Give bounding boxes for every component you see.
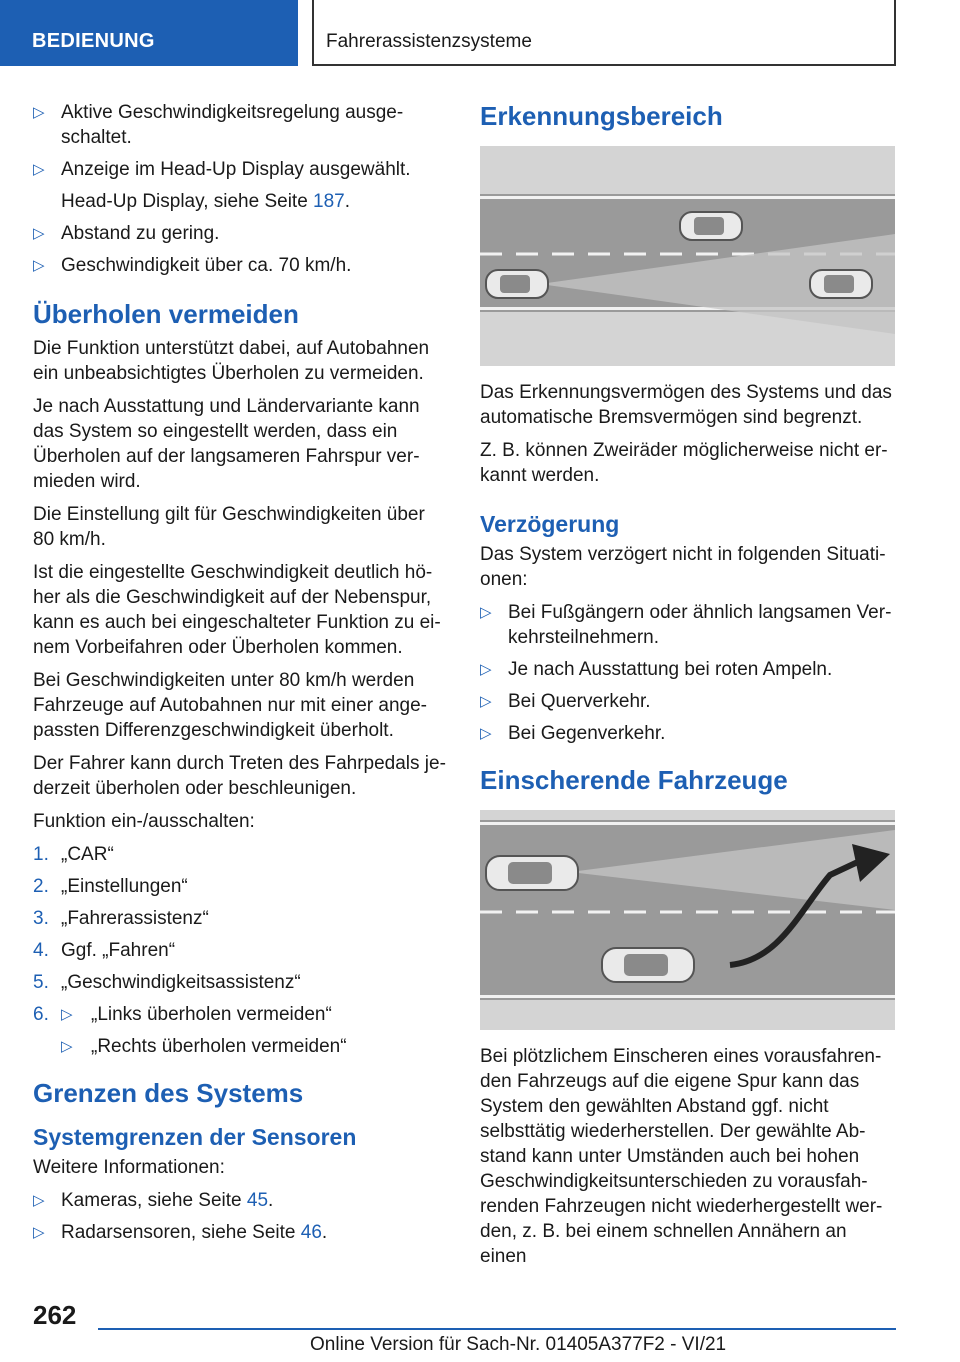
page-link[interactable]: 187: [313, 191, 345, 212]
paragraph: Das System verzögert nicht in folgenden Situati-onen:: [480, 544, 886, 590]
step-number: 5.: [33, 972, 49, 993]
page-link[interactable]: 46: [300, 1222, 322, 1243]
headup-reference: Head-Up Display, siehe Seite 187.: [61, 191, 351, 212]
paragraph: Das Erkennungsvermögen des Systems und das automatische Bremsvermögen sind begrenzt.: [480, 382, 892, 428]
cut-in-figure: [480, 810, 895, 1030]
footer-online-version: Online Version für Sach-Nr. 01405A377F2 - VI/21: [310, 1334, 727, 1355]
list-item: ▷ Anzeige im Head-Up Display ausgewählt.: [33, 159, 411, 180]
header-section-tab: [0, 0, 298, 66]
step-number: 6.: [33, 1004, 49, 1025]
header-chapter-label: Fahrerassistenzsysteme: [326, 31, 532, 52]
car-icon: [602, 948, 694, 982]
step-item: 4. Ggf. „Fahren“: [33, 940, 176, 961]
bullet-triangle-icon: ▷: [33, 257, 45, 274]
bullet-triangle-icon: ▷: [33, 161, 45, 178]
detection-range-illustration: [480, 146, 895, 366]
car-icon: [486, 856, 578, 890]
list-item: ▷ Kameras, siehe Seite 45.: [33, 1190, 274, 1211]
step-item: 3. „Fahrerassistenz“: [33, 908, 209, 929]
left-column: [33, 100, 447, 1252]
paragraph: Funktion ein-/ausschalten:: [33, 811, 255, 832]
paragraph: Ist die eingestellte Geschwindigkeit deutlich hö-her als die Geschwindigkeit auf der Nebenspur, kann es auch bei eingeschalteter Funktion zu ei-nem Vorbeifahren oder Überholen kommen.: [33, 562, 441, 658]
car-icon: [810, 270, 872, 298]
step-number: 3.: [33, 908, 49, 929]
step-item: 6. ▷ „Links überholen vermeiden“: [33, 1004, 332, 1025]
step-number: 2.: [33, 876, 49, 897]
step-item: 2. „Einstellungen“: [33, 876, 188, 897]
section-heading-cutin: Einscherende Fahrzeuge: [480, 765, 788, 795]
paragraph: Bei plötzlichem Einscheren eines vorausfahren-den Fahrzeugs auf die eigene Spur kann das System den gewählten Abstand ggf. nicht selbsttätig wiederherstellen. Der gewählte Ab-stand kann unter Umständen auch bei hohen Geschwindigkeitsunterschieden zu vorausfah-renden Fahrzeugen nicht wiederhergestellt wer-den, z. B. bei einem schnellen Annähern an einen: [480, 1046, 883, 1267]
subheading-deceleration: Verzögerung: [480, 511, 620, 537]
list-item: ▷ Geschwindigkeit über ca. 70 km/h.: [33, 255, 352, 276]
list-item: ▷ Bei Querverkehr.: [480, 691, 651, 712]
header-chapter-box: [312, 0, 896, 66]
subheading-sensors: Systemgrenzen der Sensoren: [33, 1124, 357, 1150]
step-number: 1.: [33, 844, 49, 865]
bullet-triangle-icon: ▷: [33, 1224, 45, 1241]
step-item: 1. „CAR“: [33, 844, 114, 865]
paragraph: Je nach Ausstattung und Ländervariante kann das System so eingestellt werden, dass ein Überholen auf der langsameren Fahrspur ver-mieden wird.: [33, 396, 420, 492]
page-link[interactable]: 45: [246, 1190, 269, 1211]
section-heading-limits: Grenzen des Systems: [33, 1078, 304, 1108]
list-item: ▷ Aktive Geschwindigkeitsregelung ausge-schaltet.: [33, 102, 404, 148]
paragraph: Der Fahrer kann durch Treten des Fahrpedals je-derzeit überholen oder beschleunigen.: [33, 753, 446, 799]
step-item-alt: ▷ „Rechts überholen vermeiden“: [61, 1036, 347, 1057]
footer-divider: [98, 1328, 896, 1330]
list-item: ▷ Abstand zu gering.: [33, 223, 220, 244]
paragraph: Z. B. können Zweiräder möglicherweise nicht er-kannt werden.: [480, 440, 888, 486]
paragraph: Die Einstellung gilt für Geschwindigkeiten über 80 km/h.: [33, 504, 425, 550]
cut-in-illustration: [480, 810, 895, 1030]
list-item: ▷ Bei Gegenverkehr.: [480, 723, 666, 744]
bullet-triangle-icon: ▷: [61, 1038, 73, 1055]
step-number: 4.: [33, 940, 49, 961]
bullet-triangle-icon: ▷: [480, 604, 492, 621]
bullet-triangle-icon: ▷: [480, 693, 492, 710]
bullet-triangle-icon: ▷: [33, 104, 45, 121]
section-heading-overtake: Überholen vermeiden: [33, 299, 299, 329]
page-number: 262: [33, 1300, 77, 1330]
bullet-triangle-icon: ▷: [33, 1192, 45, 1209]
bullet-triangle-icon: ▷: [61, 1006, 73, 1023]
bullet-triangle-icon: ▷: [33, 225, 45, 242]
paragraph: Bei Geschwindigkeiten unter 80 km/h werden Fahrzeuge auf Autobahnen nur mit einer ange-passten Differenzgeschwindigkeit überholt.: [33, 670, 427, 741]
detection-range-figure: [480, 146, 895, 366]
header-section-label: BEDIENUNG: [32, 30, 155, 52]
car-icon: [680, 212, 742, 240]
list-item: ▷ Radarsensoren, siehe Seite 46.: [33, 1222, 328, 1243]
paragraph: Die Funktion unterstützt dabei, auf Autobahnen ein unbeabsichtigtes Überholen zu vermeiden.: [33, 338, 430, 384]
bullet-triangle-icon: ▷: [480, 725, 492, 742]
paragraph: Weitere Informationen:: [33, 1157, 225, 1178]
step-item: 5. „Geschwindigkeitsassistenz“: [33, 972, 301, 993]
right-column: [480, 100, 895, 1277]
car-icon: [486, 270, 548, 298]
section-heading-detection: Erkennungsbereich: [480, 101, 723, 131]
bullet-triangle-icon: ▷: [480, 661, 492, 678]
list-item: ▷ Bei Fußgängern oder ähnlich langsamen Ver-kehrsteilnehmern.: [480, 602, 892, 648]
list-item: ▷ Je nach Ausstattung bei roten Ampeln.: [480, 659, 833, 680]
